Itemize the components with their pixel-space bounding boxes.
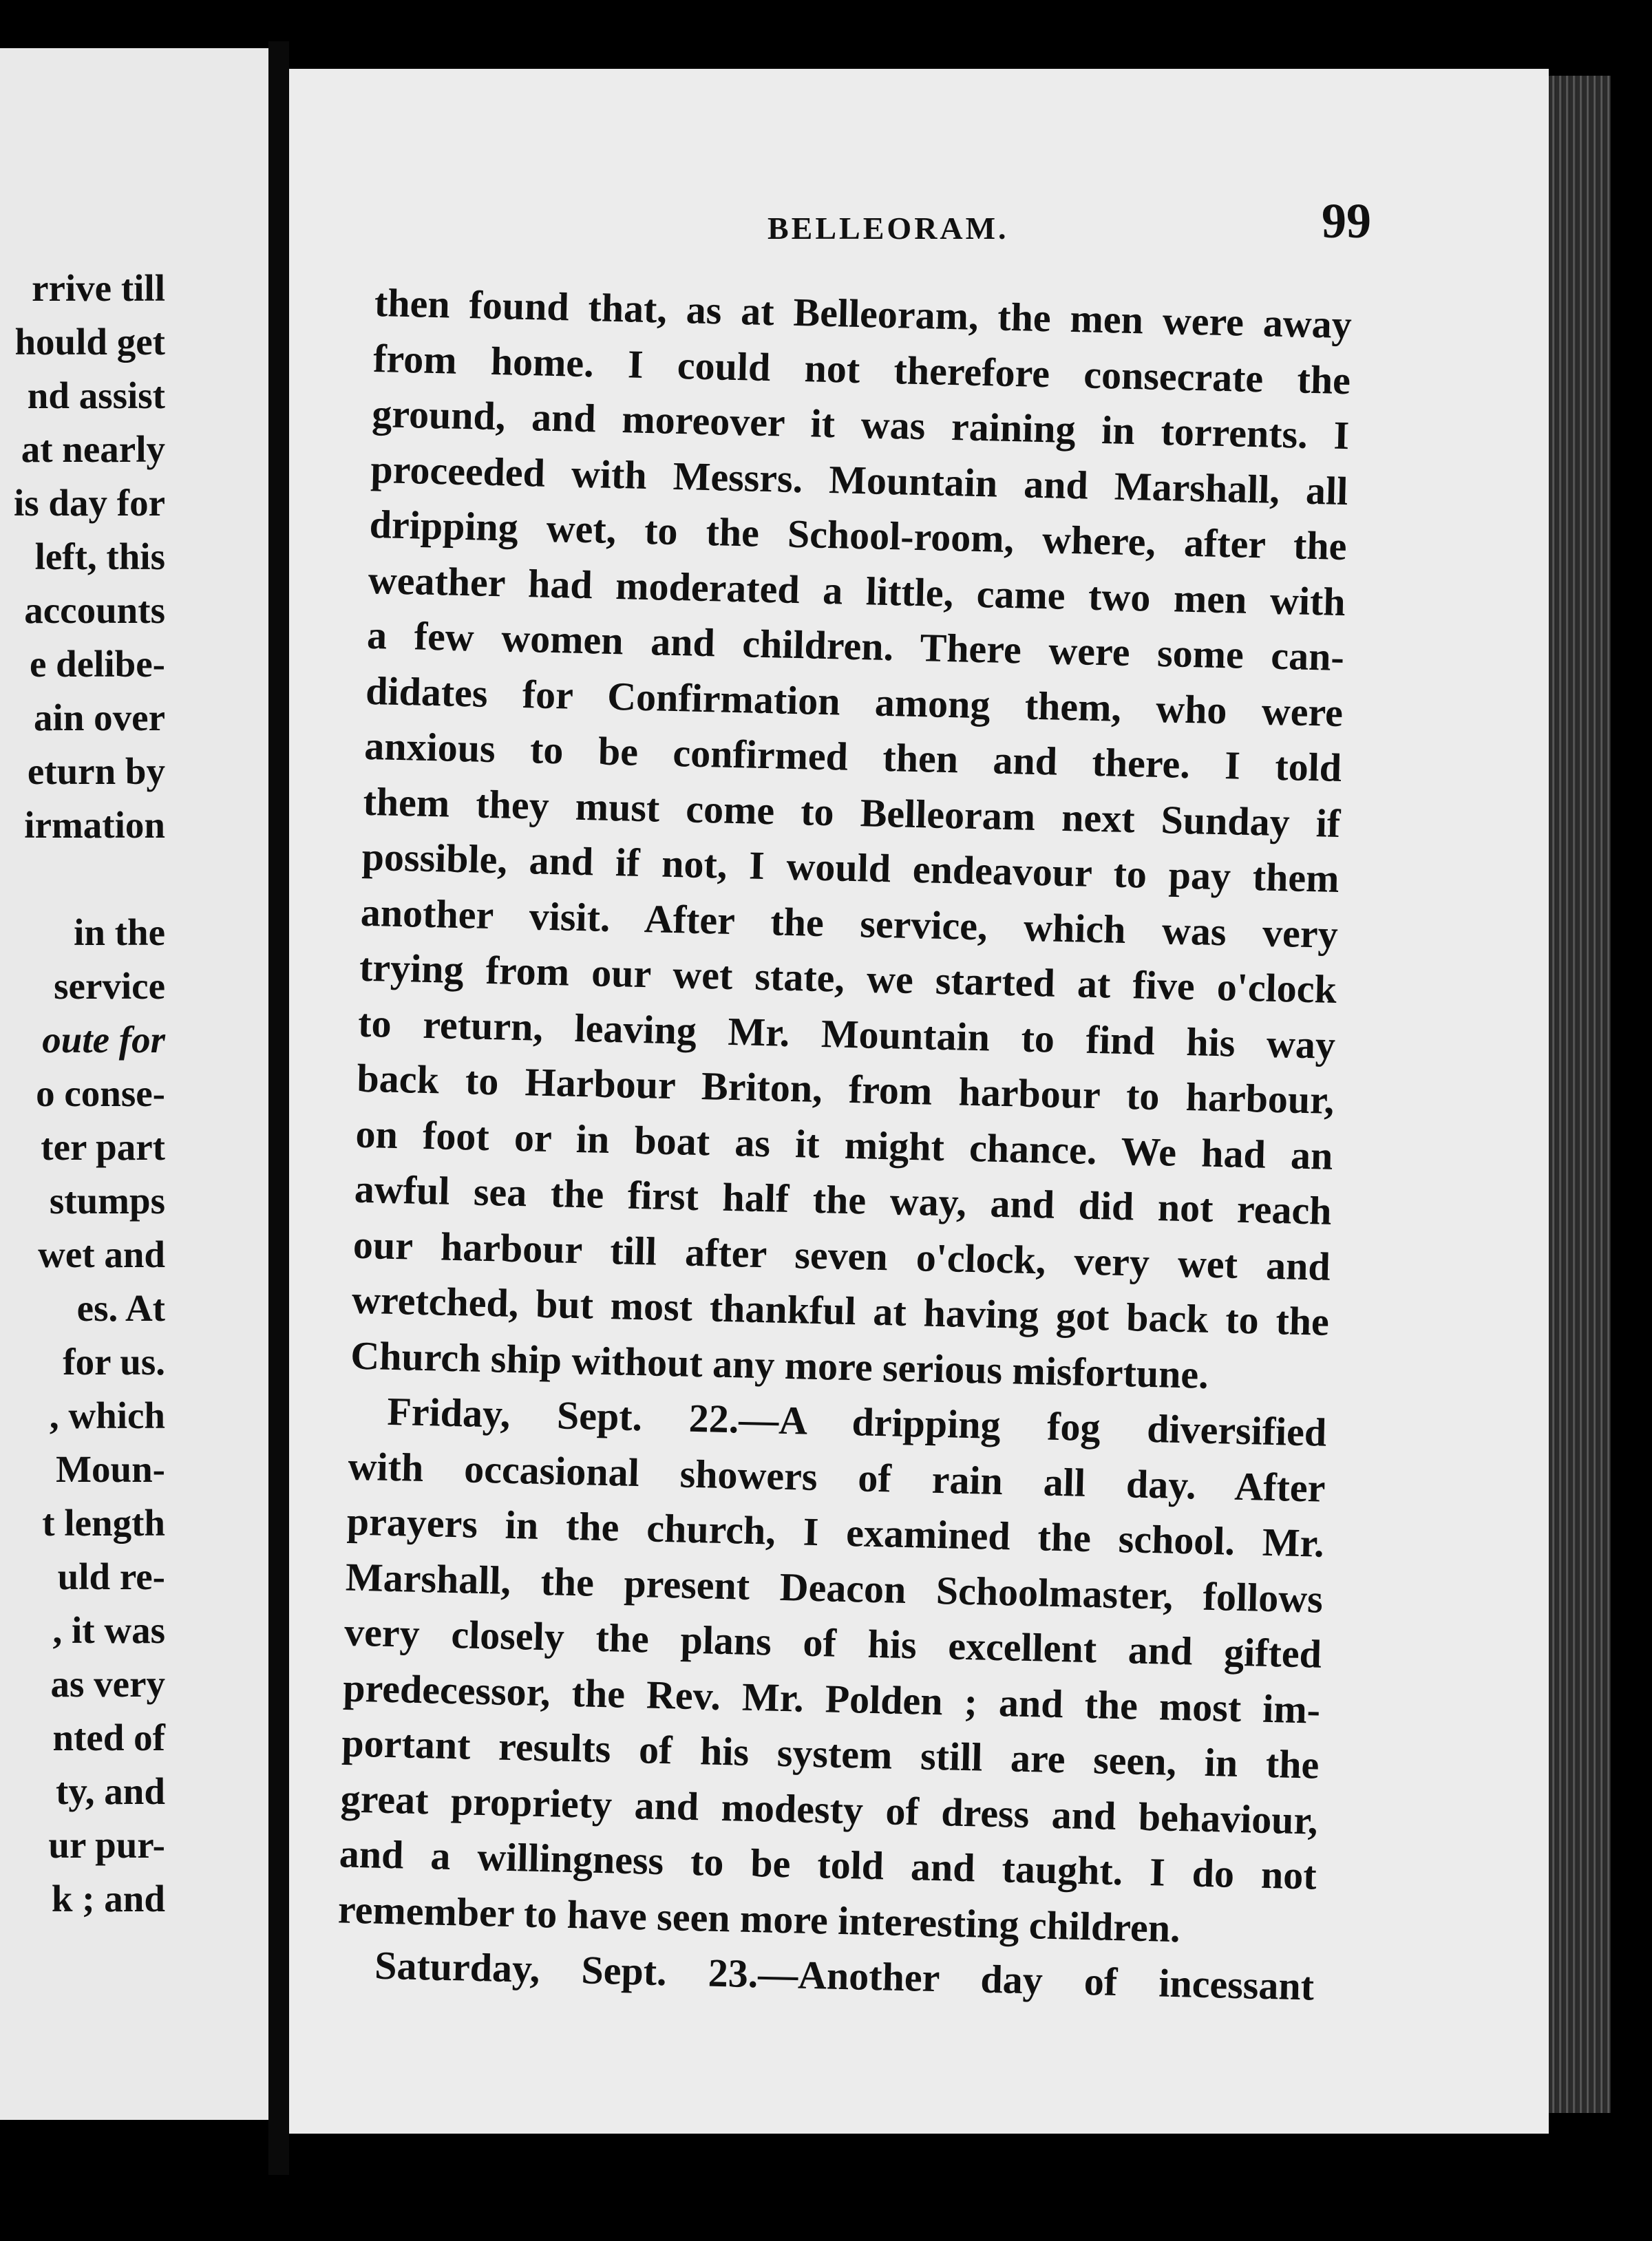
left-line: oute for	[42, 1019, 165, 1061]
text-line: Church ship without any more serious misfortune.	[350, 1332, 1209, 1397]
left-line: hould get	[14, 321, 165, 363]
left-line: accounts	[24, 589, 165, 631]
left-line: for us.	[63, 1341, 165, 1383]
text-line: anxious to be confirmed then and there. I told	[363, 723, 1342, 791]
text-line: Friday, Sept. 22.—A dripping fog diversified	[386, 1388, 1327, 1455]
left-line: k ; and	[51, 1878, 165, 1920]
text-line: didates for Confirmation among them, who were	[365, 668, 1344, 735]
left-line: service	[54, 965, 165, 1007]
page-edges	[1549, 76, 1611, 2113]
left-page-text	[14, 262, 165, 1926]
left-line: uld re-	[57, 1555, 165, 1597]
text-line: possible, and if not, I would endeavour to pay them	[361, 833, 1340, 901]
text-line: dripping wet, to the School-room, where, after the	[369, 501, 1348, 569]
left-line: eturn by	[27, 750, 165, 792]
left-line: irmation	[24, 804, 165, 846]
left-line: ur pur-	[48, 1824, 165, 1866]
left-line: ty, and	[56, 1770, 165, 1812]
running-head: BELLEORAM.	[767, 211, 1009, 246]
left-line: , which	[49, 1394, 165, 1436]
text-line: from home. I could not therefore consecrate the	[372, 335, 1351, 403]
text-line: our harbour till after seven o'clock, very wet and	[352, 1222, 1331, 1289]
left-line: ain over	[34, 697, 165, 739]
text-line: portant results of his system still are seen, in the	[341, 1720, 1320, 1787]
left-line: stumps	[49, 1180, 165, 1222]
left-line: ter part	[41, 1126, 165, 1168]
left-line: e delibe-	[29, 643, 165, 685]
left-line: left, this	[34, 535, 165, 577]
left-line: , it was	[52, 1609, 165, 1651]
text-line: Marshall, the present Deacon Schoolmaster, follows	[345, 1554, 1324, 1622]
left-line: is day for	[14, 482, 165, 524]
left-line: nd assist	[27, 374, 165, 416]
left-line: nted of	[52, 1717, 165, 1759]
left-line: at nearly	[21, 428, 165, 470]
text-line: back to Harbour Briton, from harbour to harbour,	[356, 1055, 1335, 1123]
text-line: predecessor, the Rev. Mr. Polden ; and the most im-	[342, 1664, 1321, 1732]
text-line: them they must come to Belleoram next Sunday if	[362, 778, 1342, 846]
text-line: trying from our wet state, we started at five o'clock	[359, 944, 1337, 1012]
left-line: es. At	[76, 1287, 165, 1329]
text-line: wretched, but most thankful at having got back to the	[351, 1277, 1330, 1344]
book-gutter	[268, 41, 289, 2175]
left-line: wet and	[38, 1233, 165, 1275]
left-line: in the	[74, 911, 165, 953]
left-line: as very	[50, 1663, 165, 1705]
page-number: 99	[1322, 193, 1371, 248]
left-line: Moun-	[56, 1448, 165, 1490]
text-line: very closely the plans of his excellent and gifted	[343, 1609, 1322, 1677]
text-line: with occasional showers of rain all day. After	[348, 1443, 1326, 1511]
text-line: remember to have seen more interesting children.	[337, 1886, 1181, 1951]
left-line	[14, 852, 165, 906]
text-line: ground, and moreover it was raining in torrents. I	[371, 390, 1350, 458]
text-line: another visit. After the service, which was very	[360, 889, 1339, 957]
body-text	[336, 275, 1352, 2015]
left-line: rrive till	[32, 267, 165, 309]
text-line: then found that, as at Belleoram, the men were away	[374, 279, 1353, 348]
left-line: o conse-	[36, 1072, 165, 1114]
left-page	[0, 48, 268, 2120]
text-line: a few women and children. There were some can-	[366, 612, 1345, 680]
text-line: on foot or in boat as it might chance. We had an	[354, 1111, 1334, 1178]
text-line: proceeded with Messrs. Mountain and Marshall, all	[370, 446, 1348, 513]
text-line: weather had moderated a little, came two men with	[368, 557, 1346, 624]
text-line: prayers in the church, I examined the school. Mr.	[346, 1498, 1325, 1566]
left-line: t length	[42, 1502, 165, 1544]
text-line: and a willingness to be told and taught. I do not	[339, 1831, 1317, 1898]
text-line: Saturday, Sept. 23.—Another day of incessant	[374, 1942, 1315, 2009]
text-line: to return, leaving Mr. Mountain to find his way	[357, 1000, 1336, 1068]
text-line: awful sea the first half the way, and did not reach	[354, 1166, 1333, 1233]
text-line: great propriety and modesty of dress and behaviour,	[340, 1775, 1319, 1843]
